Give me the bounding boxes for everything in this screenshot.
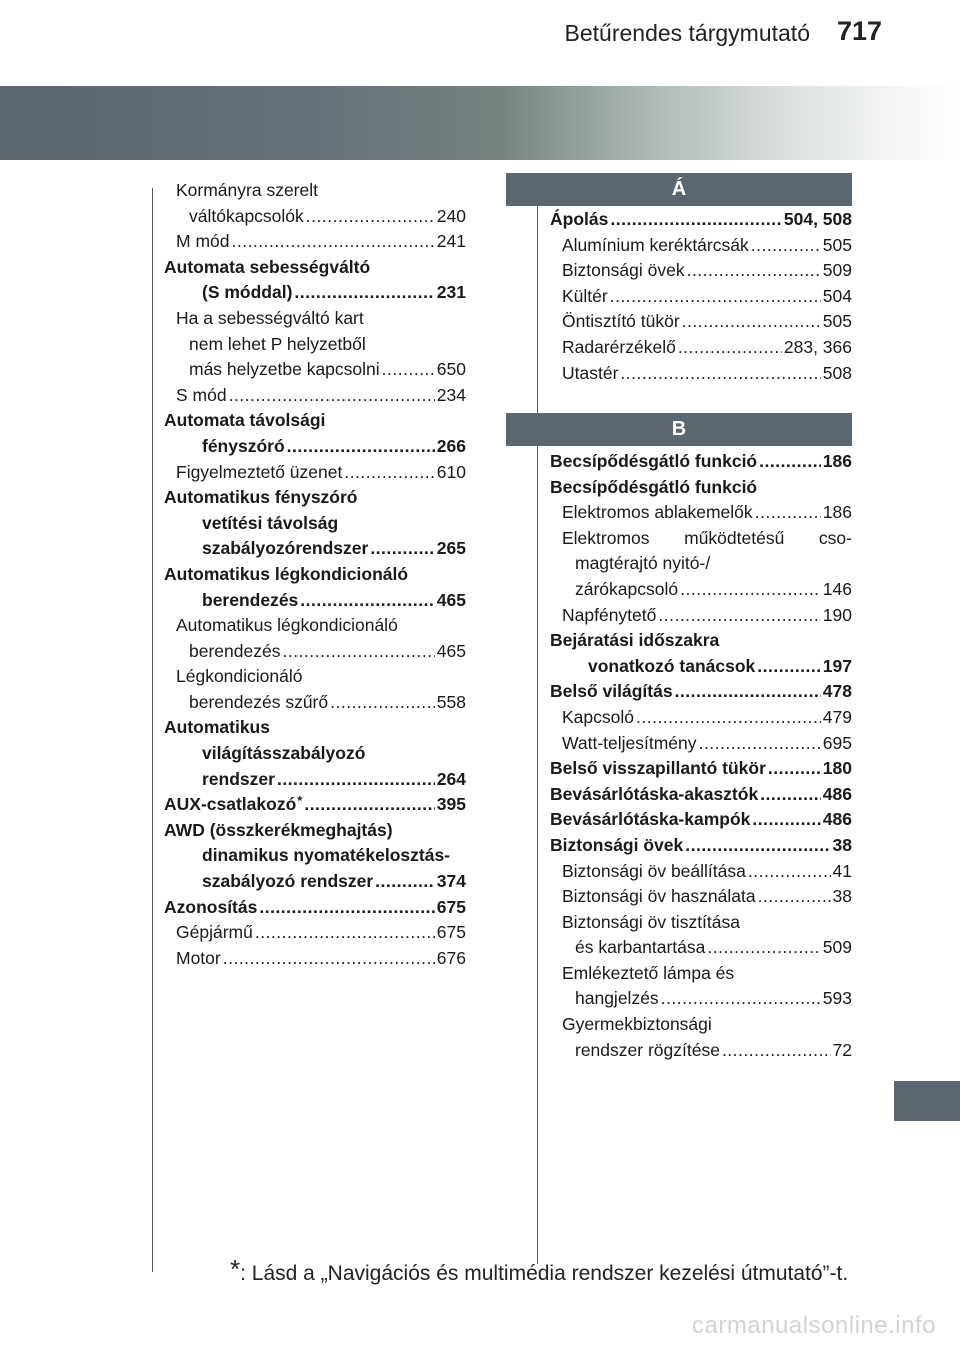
- entry-term: Gépjármű: [176, 922, 253, 943]
- entry-term: Automata távolsági: [164, 410, 326, 431]
- index-entry: [164, 562, 466, 588]
- index-entry: [550, 935, 852, 961]
- entry-term: dinamikus nyomatékelosztás-: [202, 845, 450, 866]
- entry-term: Napfénytető: [562, 604, 657, 625]
- entry-term: Automata sebességváltó: [164, 256, 371, 277]
- entry-page: 241: [436, 231, 466, 252]
- index-entry: [164, 715, 466, 741]
- entry-page: 695: [822, 732, 852, 753]
- entry-term: világításszabályozó: [202, 743, 366, 764]
- dot-leader: [687, 258, 821, 284]
- dot-leader: [658, 603, 820, 629]
- section-header-b: [506, 413, 852, 446]
- footnote-text: : Lásd a „Navigációs és multimédia rendszer kezelési útmutató”-t.: [240, 1262, 849, 1285]
- index-entry: [164, 741, 466, 767]
- entry-term: Bevásárlótáska-akasztók: [550, 783, 759, 804]
- entry-term: Automatikus: [164, 717, 270, 738]
- entry-term: Elektromos ablakemelők: [562, 502, 753, 523]
- entry-page: 265: [436, 538, 466, 559]
- index-entry: [164, 946, 466, 972]
- index-entry: [164, 460, 466, 486]
- entry-term: Watt-teljesítmény: [562, 732, 697, 753]
- dot-leader: [758, 884, 831, 910]
- entry-term: Biztonsági övek: [562, 260, 685, 281]
- index-entry: [550, 807, 852, 833]
- section-letter-b: B: [671, 418, 687, 440]
- entry-term: Ápolás: [550, 209, 609, 229]
- index-entry: [550, 577, 852, 603]
- entry-page: 190: [822, 604, 852, 625]
- index-entry: [164, 639, 466, 665]
- dot-leader: [722, 1038, 831, 1064]
- entry-term: rendszer rögzítése: [575, 1039, 720, 1060]
- entry-page: 234: [436, 384, 466, 405]
- index-entry: [164, 920, 466, 946]
- entry-term: fényszóró: [202, 435, 285, 456]
- dot-leader: [759, 449, 821, 475]
- index-entry: [550, 705, 852, 731]
- entry-term: Azonosítás: [164, 896, 258, 917]
- entry-page: 478: [822, 681, 852, 702]
- index-entry: [164, 255, 466, 281]
- entry-page: 374: [436, 871, 466, 892]
- entry-term: szabályozó rendszer: [202, 871, 374, 892]
- index-entry: [164, 332, 466, 358]
- chapter-tab: [894, 1081, 960, 1121]
- entry-term: Biztonsági öv beállítása: [562, 860, 746, 881]
- entry-term: és karbantartása: [575, 937, 706, 958]
- index-entry: [550, 782, 852, 808]
- entry-term: Biztonsági övek: [550, 834, 684, 855]
- entry-term: Radarérzékelő: [562, 336, 676, 357]
- entry-word: cso-: [818, 527, 852, 548]
- dot-leader: [306, 204, 435, 230]
- dot-leader: [282, 639, 434, 665]
- watermark: carmanualsonline.info: [692, 1312, 936, 1339]
- index-entry: [550, 603, 852, 629]
- dot-leader: [375, 869, 435, 895]
- entry-term: Biztonsági öv tisztítása: [562, 911, 740, 932]
- entry-term: nem lehet P helyzetből: [189, 333, 366, 354]
- index-entry: [164, 588, 466, 614]
- dot-leader: [620, 361, 820, 387]
- index-entry: [550, 961, 852, 987]
- index-entry: [550, 309, 852, 335]
- entry-page: 508: [822, 362, 852, 383]
- entry-page: 186: [822, 451, 852, 471]
- entry-page: 505: [822, 311, 852, 332]
- entry-term: rendszer: [202, 768, 275, 789]
- page-header: [0, 0, 960, 76]
- index-entry: [550, 833, 852, 859]
- index-entry: [550, 628, 852, 654]
- dot-leader: [229, 383, 435, 409]
- entry-page: 231: [436, 282, 466, 303]
- entry-term: Belső visszapillantó tükör: [550, 758, 766, 779]
- index-entry: [550, 361, 852, 387]
- entry-footnote-mark: *: [297, 793, 303, 809]
- dot-leader: [294, 280, 434, 306]
- entry-word: működtetésű: [684, 527, 785, 548]
- entry-page: 180: [822, 758, 852, 779]
- dot-leader: [748, 859, 831, 885]
- entry-term: Biztonsági öv használata: [562, 886, 756, 907]
- entry-term: zárókapcsoló: [575, 578, 679, 599]
- entry-page: 72: [832, 1039, 852, 1060]
- column-divider: [537, 206, 538, 1264]
- entry-term: AWD (összkerékmeghajtás): [164, 819, 393, 840]
- entry-term: Becsípődésgátló funkció: [550, 451, 758, 471]
- index-entry: [550, 258, 852, 284]
- index-entry: [164, 306, 466, 332]
- entry-term: S mód: [176, 384, 227, 405]
- dot-leader: [675, 679, 821, 705]
- entry-term: vonatkozó tanácsok: [588, 655, 756, 676]
- dot-leader: [680, 577, 821, 603]
- dot-leader: [699, 731, 821, 757]
- entry-term: Ha a sebességváltó kart: [176, 307, 364, 328]
- dot-leader: [755, 500, 821, 526]
- entry-term: Kültér: [562, 285, 608, 306]
- index-entry: [550, 449, 852, 475]
- entry-page: 675: [436, 922, 466, 943]
- index-entry: [550, 233, 852, 259]
- entry-page: 465: [436, 640, 466, 661]
- entry-page: 197: [822, 655, 852, 676]
- index-section-b: [550, 449, 852, 1063]
- index-entry: [550, 1012, 852, 1038]
- index-entry: [550, 500, 852, 526]
- dot-leader: [255, 920, 435, 946]
- dot-leader: [382, 357, 435, 383]
- entry-term: Emlékeztető lámpa és: [562, 962, 735, 983]
- entry-term: Figyelmeztető üzenet: [176, 461, 343, 482]
- index-entry: [164, 511, 466, 537]
- dot-leader: [751, 233, 821, 259]
- index-entry: [164, 613, 466, 639]
- entry-page: 509: [822, 937, 852, 958]
- entry-term: Kapcsoló: [562, 706, 634, 727]
- entry-term: M mód: [176, 231, 230, 252]
- dot-leader: [610, 284, 821, 310]
- index-entry: [164, 869, 466, 895]
- index-entry: [164, 280, 466, 306]
- dot-leader: [661, 986, 821, 1012]
- index-entry: [550, 731, 852, 757]
- entry-page: 504, 508: [783, 209, 852, 229]
- entry-page: 240: [436, 205, 466, 226]
- entry-page: 676: [436, 947, 466, 968]
- dot-leader: [330, 690, 435, 716]
- entry-term: Automatikus légkondicionáló: [176, 615, 398, 636]
- section-letter-a: Á: [671, 178, 687, 200]
- entry-page: 593: [822, 988, 852, 1009]
- dot-leader: [231, 229, 434, 255]
- index-entry: [550, 986, 852, 1012]
- entry-term: Alumínium keréktárcsák: [562, 234, 749, 255]
- entry-term: berendezés: [189, 640, 281, 661]
- index-entry: [550, 526, 852, 552]
- dot-leader: [685, 833, 830, 859]
- entry-term: Öntisztító tükör: [562, 311, 680, 332]
- entry-term: berendezés szűrő: [189, 691, 329, 712]
- entry-page: 479: [822, 706, 852, 727]
- index-section-a: [550, 207, 852, 386]
- index-entry: [164, 792, 466, 818]
- entry-term: AUX-csatlakozó: [164, 794, 297, 815]
- dot-leader: [768, 756, 821, 782]
- index-entry: [164, 767, 466, 793]
- dot-leader: [752, 807, 820, 833]
- dot-leader: [757, 654, 821, 680]
- page-number: 717: [836, 16, 882, 46]
- entry-page: 675: [436, 896, 466, 917]
- entry-term: Kormányra szerelt: [176, 180, 318, 200]
- index-entry: [164, 690, 466, 716]
- index-entry: [550, 207, 852, 233]
- footnote: [230, 1254, 849, 1293]
- dot-leader: [259, 895, 434, 921]
- entry-page: 186: [822, 502, 852, 523]
- index-entry: [550, 654, 852, 680]
- entry-term: Automatikus légkondicionáló: [164, 563, 409, 584]
- entry-page: 283, 366: [783, 336, 852, 357]
- entry-page: 558: [436, 691, 466, 712]
- left-margin-rule: [152, 188, 153, 1272]
- footnote-star: *: [230, 1254, 241, 1284]
- index-entry: [164, 434, 466, 460]
- index-entry: [164, 408, 466, 434]
- index-entry: [550, 756, 852, 782]
- index-entry: [164, 204, 466, 230]
- dot-leader: [287, 434, 435, 460]
- entry-term: Gyermekbiztonsági: [562, 1014, 712, 1035]
- index-entry: [164, 178, 466, 204]
- entry-page: 264: [436, 768, 466, 789]
- entry-term: váltókapcsolók: [189, 205, 304, 226]
- entry-page: 650: [436, 359, 466, 380]
- dot-leader: [636, 705, 821, 731]
- index-entry: [164, 895, 466, 921]
- dot-leader: [304, 792, 434, 818]
- dot-leader: [223, 946, 435, 972]
- entry-term: Automatikus fényszóró: [164, 487, 358, 508]
- entry-page: 266: [436, 435, 466, 456]
- entry-word: Elektromos: [562, 527, 650, 548]
- index-entry: [164, 664, 466, 690]
- entry-term: szabályozórendszer: [202, 538, 369, 559]
- entry-page: 146: [822, 578, 852, 599]
- dot-leader: [707, 935, 820, 961]
- entry-term: Bejáratási időszakra: [550, 630, 720, 651]
- dot-leader: [300, 588, 435, 614]
- index-entry: [550, 551, 852, 577]
- entry-term: Belső világítás: [550, 681, 673, 702]
- dot-leader: [760, 782, 821, 808]
- entry-page: 486: [822, 809, 852, 830]
- entry-page: 38: [832, 886, 852, 907]
- entry-term: Motor: [176, 947, 221, 968]
- index-entry: [164, 383, 466, 409]
- section-header-a: [506, 173, 852, 206]
- index-entry: [550, 1038, 852, 1064]
- dot-leader: [370, 536, 434, 562]
- index-entry: [164, 843, 466, 869]
- entry-page: 395: [436, 794, 466, 815]
- entry-page: 610: [436, 461, 466, 482]
- index-entry: [550, 884, 852, 910]
- entry-term: hangjelzés: [575, 988, 659, 1009]
- entry-page: 465: [436, 589, 466, 610]
- index-entry: [550, 679, 852, 705]
- index-entry: [550, 284, 852, 310]
- entry-page: 486: [822, 783, 852, 804]
- dot-leader: [610, 207, 782, 233]
- dot-leader: [678, 335, 782, 361]
- entry-term: berendezés: [202, 589, 299, 610]
- index-entry: [164, 357, 466, 383]
- entry-page: 509: [822, 260, 852, 281]
- entry-page: 504: [822, 285, 852, 306]
- entry-term: Becsípődésgátló funkció: [550, 476, 758, 497]
- entry-page: 41: [832, 860, 852, 881]
- index-entry: [164, 818, 466, 844]
- index-entry: [550, 475, 852, 501]
- header-title: Betűrendes tárgymutató: [564, 20, 810, 46]
- entry-term: Bevásárlótáska-kampók: [550, 809, 751, 830]
- index-entry: [164, 229, 466, 255]
- entry-term: Utastér: [562, 362, 619, 383]
- entry-page: 38: [832, 834, 852, 855]
- index-entry: [550, 859, 852, 885]
- index-entry: [550, 910, 852, 936]
- index-column-left: [164, 178, 466, 971]
- index-entry: [550, 335, 852, 361]
- entry-page: 505: [822, 234, 852, 255]
- index-entry: [164, 536, 466, 562]
- entry-term: Légkondicionáló: [176, 666, 303, 687]
- dot-leader: [344, 460, 434, 486]
- entry-term: más helyzetbe kapcsolni: [189, 359, 380, 380]
- dot-leader: [682, 309, 821, 335]
- entry-term: (S móddal): [202, 282, 293, 303]
- entry-term: magtérajtó nyitó-/: [575, 553, 711, 574]
- index-entry: [164, 485, 466, 511]
- entry-term: vetítési távolság: [202, 512, 339, 533]
- header-gradient-band: [0, 86, 960, 160]
